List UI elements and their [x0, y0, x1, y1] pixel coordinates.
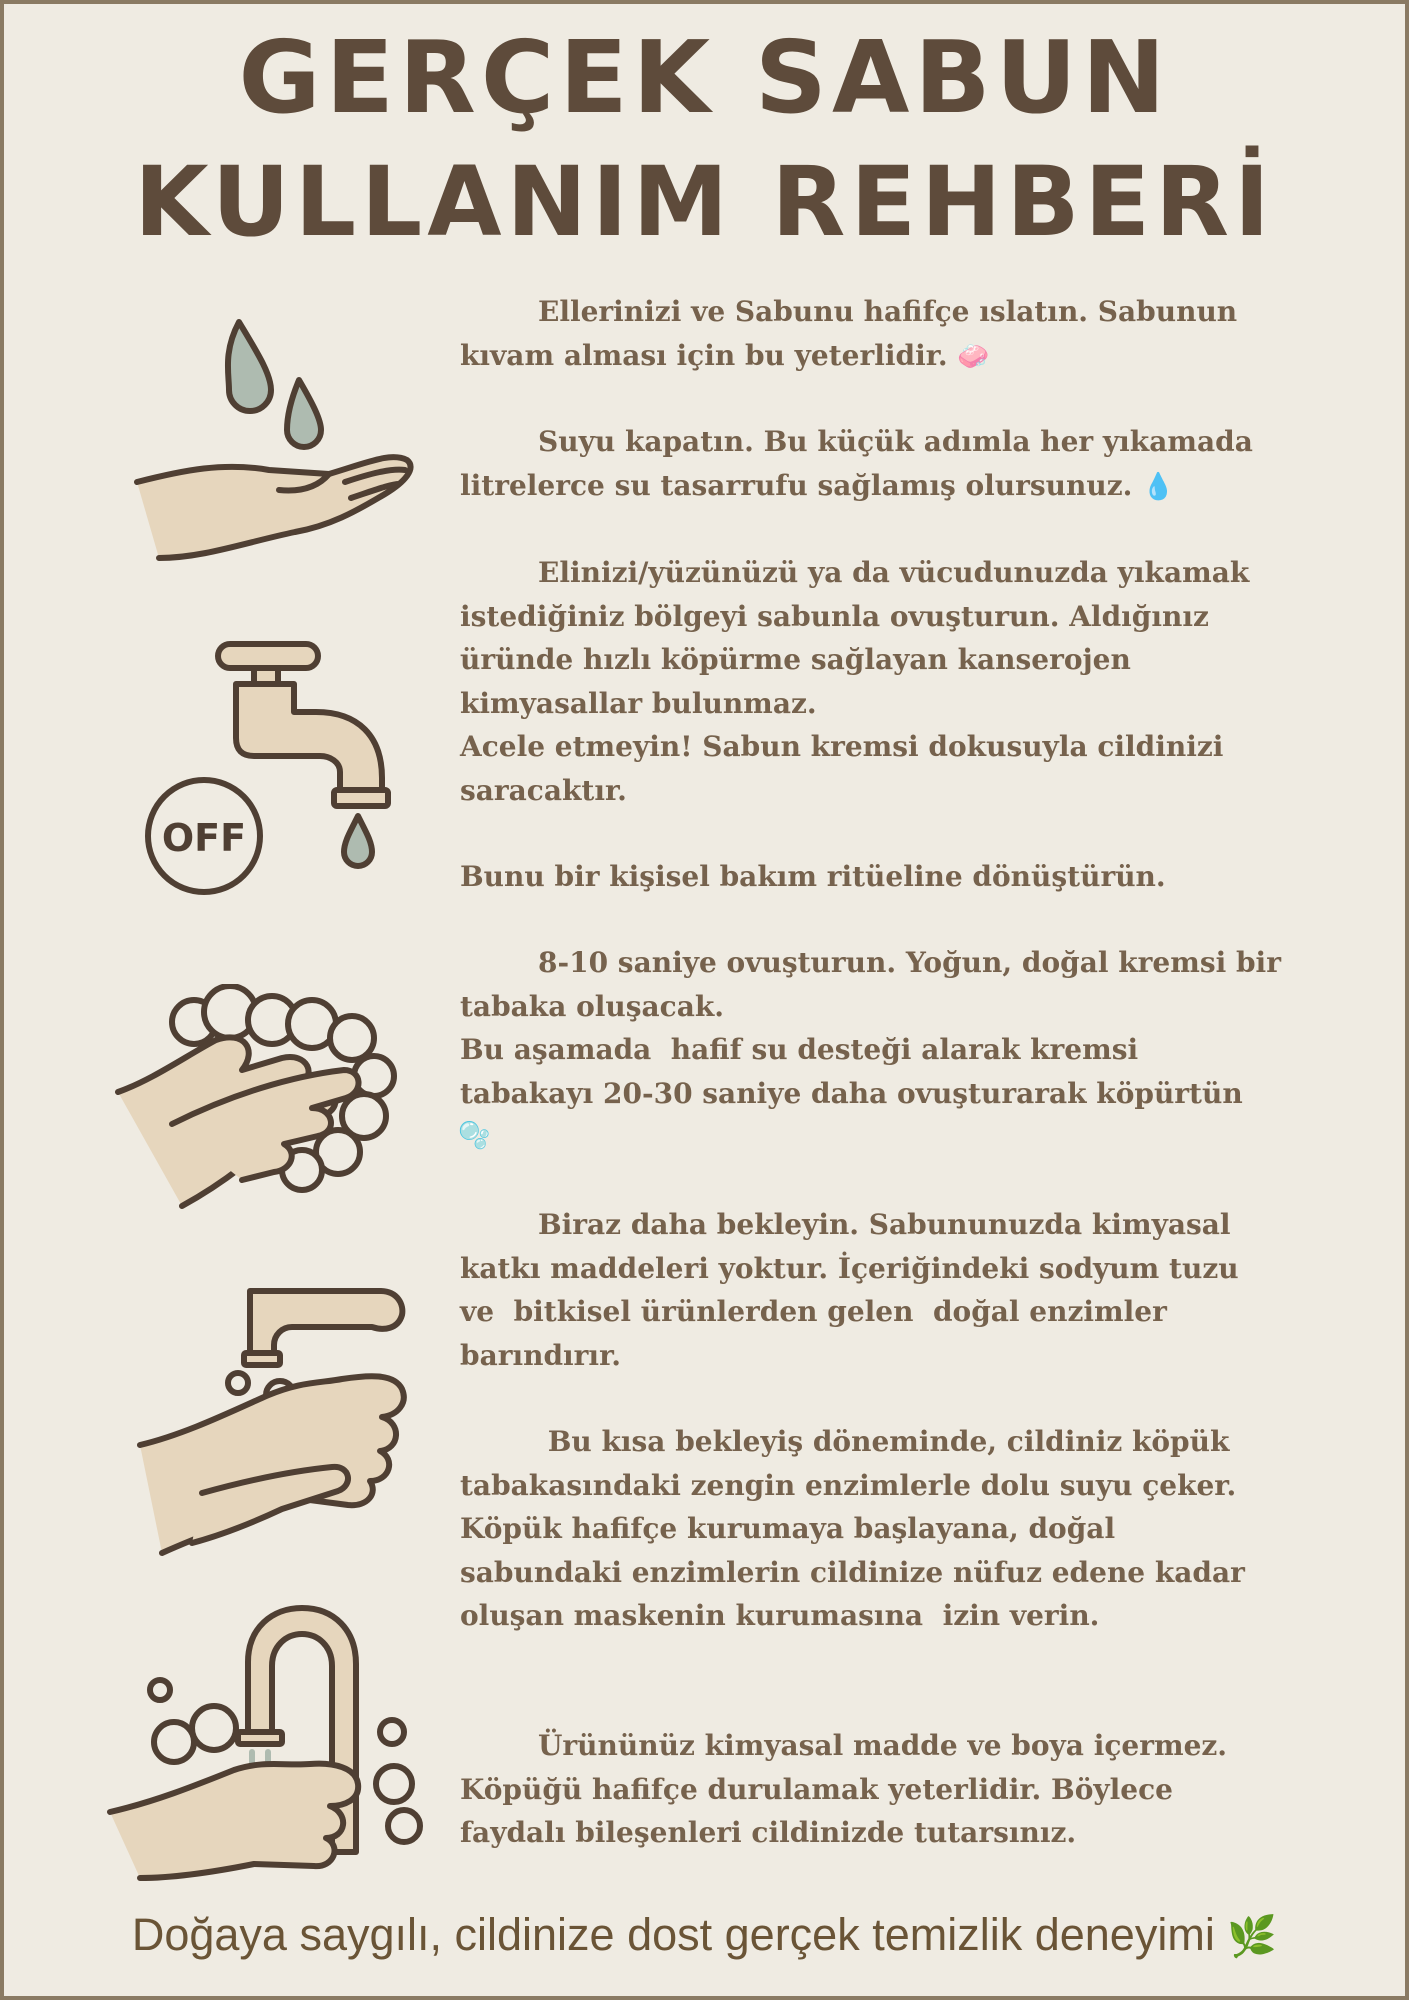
step-1-body: Ellerinizi ve Sabunu hafifçe ıslatın. Sabunun kıvam alması için bu yeterlidir. — [460, 295, 1238, 372]
step-6-text: Bu kısa bekleyiş döneminde, cildiniz köpük tabakasındaki zengin enzimlerle dolu suyu çeker. Köpük hafifçe kurumaya başlayana, doğal sabundaki enzimlerin cildinize nüfuz edene kadar oluşan maskenin kurumasına izin verin. — [460, 1425, 1245, 1632]
tap-lather-hands-icon — [132, 1279, 412, 1569]
footer-text: Doğaya saygılı, cildinize dost gerçek temizlik deneyimi — [131, 1909, 1215, 1960]
step-1-text — [460, 290, 1390, 379]
step-3-note: Bunu bir kişisel bakım ritüeline dönüştürün. — [460, 860, 1166, 893]
soap-icon: 🧼 — [957, 341, 990, 372]
wet-hands-icon — [129, 312, 419, 574]
step-2-text — [460, 420, 1390, 509]
step-7-text: Ürününüz kimyasal madde ve boya içermez. Köpüğü hafifçe durulamak yeterlidir. Böylece faydalı bileşenleri cildinizde tutarsınız. — [460, 1729, 1228, 1849]
step-4-text: 8-10 saniye ovuşturun. Yoğun, doğal kremsi bir tabaka oluşacak. Bu aşamada hafif su desteği alarak kremsi tabakayı 20-30 saniye daha ovuşturarak köpürtün — [460, 946, 1281, 1110]
step-2-body: Suyu kapatın. Bu küçük adımla her yıkamada litrelerce su tasarrufu sağlamış olursunuz. — [460, 425, 1253, 502]
step-3-text: Elinizi/yüzünüzü ya da vücudunuzda yıkamak istediğiniz bölgeyi sabunla ovuşturun. Aldığınız üründe hızlı köpürme sağlayan kanserojen kimyasallar bulunmaz. Acele etmeyin! Sabun kremsi dokusuyla cildinizi saracaktır. — [460, 556, 1250, 807]
bubbles-icon: 🫧 — [458, 1121, 491, 1151]
step-5-text: Biraz daha bekleyin. Sabununuzda kimyasal katkı maddeleri yoktur. İçeriğindeki sodyum tuzu ve bitkisel ürünlerden gelen doğal enzimler barındırır. — [460, 1208, 1239, 1372]
faucet-off-icon — [144, 640, 404, 900]
herb-icon: 🌿 — [1227, 1915, 1278, 1959]
water-drop-icon: 💧 — [1142, 471, 1175, 502]
rubbing-hands-foam-icon — [112, 984, 402, 1214]
off-label: OFF — [161, 816, 247, 860]
title-line-1: GERÇEK SABUN — [238, 19, 1171, 136]
footer-slogan — [4, 1909, 1405, 1961]
rinse-hands-icon — [104, 1602, 424, 1892]
title-line-2: KULLANIM REHBERİ — [134, 146, 1275, 258]
